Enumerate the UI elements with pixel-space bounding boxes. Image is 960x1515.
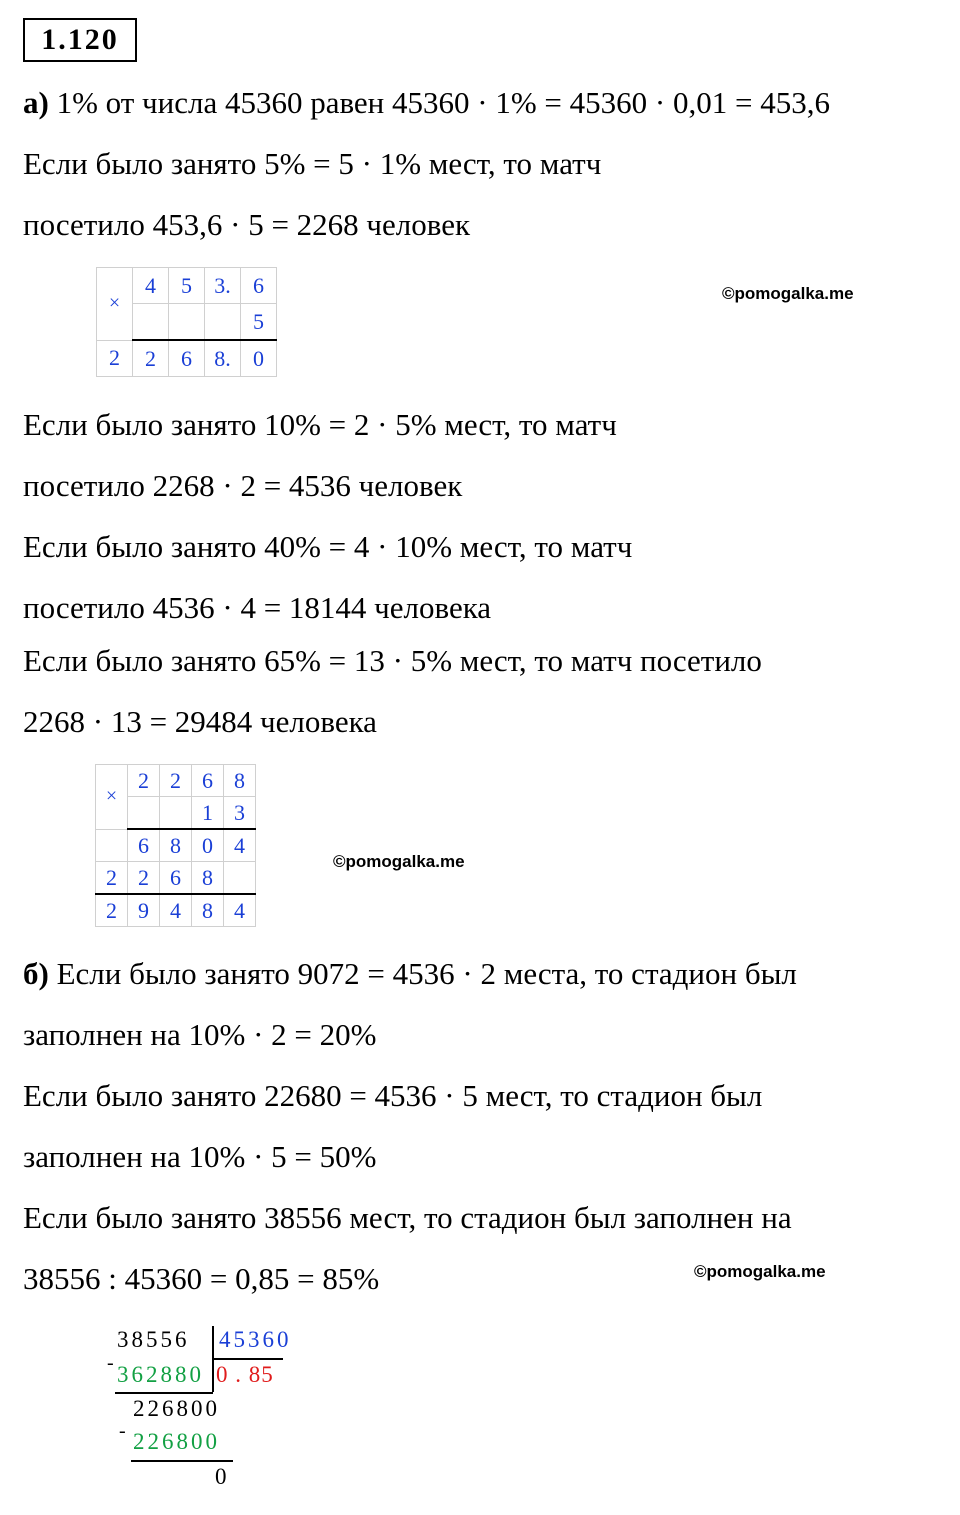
grid-cell: 6 bbox=[241, 268, 277, 304]
grid-cell: 2 bbox=[128, 862, 160, 895]
part-b-text-1: Если было занято 9072 = 4536 · 2 места, то стадион был bbox=[48, 956, 797, 991]
grid-cell bbox=[96, 829, 128, 862]
part-a-label: а) bbox=[23, 85, 49, 120]
grid-cell bbox=[128, 797, 160, 830]
division-rule-1 bbox=[115, 1392, 213, 1394]
divisor-underline bbox=[213, 1358, 283, 1360]
grid-cell: 3. bbox=[205, 268, 241, 304]
minus-sign: - bbox=[107, 1352, 117, 1374]
grid-cell bbox=[224, 862, 256, 895]
grid-cell: 2 bbox=[160, 765, 192, 797]
grid-cell: 4 bbox=[224, 894, 256, 927]
grid-cell: 6 bbox=[169, 340, 205, 377]
part-b-line-5: Если было занято 38556 мест, то стадион был заполнен на bbox=[23, 1200, 792, 1235]
part-a-line-1 bbox=[23, 83, 830, 123]
part-a-line-3: посетило 453,6 · 5 = 2268 человек bbox=[23, 207, 471, 242]
grid-cell: 8. bbox=[205, 340, 241, 377]
part-b-line-6: 38556 : 45360 = 0,85 = 85% bbox=[23, 1261, 380, 1296]
part-b-label: б) bbox=[23, 956, 49, 991]
multiply-sign: × bbox=[97, 268, 133, 341]
part-a-line-8: Если было занято 65% = 13 · 5% мест, то матч посетило bbox=[23, 643, 762, 678]
grid-cell: 6 bbox=[128, 829, 160, 862]
part-a-line-9: 2268 · 13 = 29484 человека bbox=[23, 704, 377, 739]
division-rule-2 bbox=[131, 1460, 233, 1462]
division-divisor: 45360 bbox=[219, 1327, 292, 1352]
grid-cell: 2 bbox=[97, 340, 133, 377]
grid-cell: 8 bbox=[160, 829, 192, 862]
division-result: 0 bbox=[215, 1464, 230, 1489]
watermark: ©pomogalka.me bbox=[333, 852, 465, 871]
grid-cell: 1 bbox=[192, 797, 224, 830]
grid-cell: 4 bbox=[133, 268, 169, 304]
grid-cell: 5 bbox=[169, 268, 205, 304]
division-subtrahend-2: 226800 bbox=[133, 1429, 220, 1454]
part-a-line-5: посетило 2268 · 2 = 4536 человек bbox=[23, 468, 463, 503]
division-remainder-1: 226800 bbox=[133, 1396, 220, 1421]
grid-cell: 6 bbox=[160, 862, 192, 895]
part-b-line-4: заполнен на 10% · 5 = 50% bbox=[23, 1139, 377, 1174]
grid-cell: 4 bbox=[224, 829, 256, 862]
grid-cell: 6 bbox=[192, 765, 224, 797]
grid-cell: 8 bbox=[192, 862, 224, 895]
division-subtrahend-1: 362880 bbox=[117, 1362, 204, 1387]
part-b-line-1 bbox=[23, 954, 797, 994]
problem-number: 1.120 bbox=[23, 18, 137, 62]
grid-cell bbox=[205, 304, 241, 341]
part-b-line-2: заполнен на 10% · 2 = 20% bbox=[23, 1017, 377, 1052]
grid-cell: 9 bbox=[128, 894, 160, 927]
grid-cell: 2 bbox=[128, 765, 160, 797]
watermark: ©pomogalka.me bbox=[722, 284, 854, 303]
multiplication-grid-2 bbox=[95, 764, 256, 927]
part-b-line-3: Если было занято 22680 = 4536 · 5 мест, то стадион был bbox=[23, 1078, 763, 1113]
part-a-line-6: Если было занято 40% = 4 · 10% мест, то матч bbox=[23, 529, 633, 564]
minus-sign: - bbox=[119, 1420, 129, 1442]
multiplication-grid-1 bbox=[96, 267, 277, 377]
division-quotient: 0 . 85 bbox=[216, 1362, 274, 1387]
grid-cell: 3 bbox=[224, 797, 256, 830]
grid-cell: 2 bbox=[96, 862, 128, 895]
part-a-text-1: 1% от числа 45360 равен 45360 · 1% = 45360 · 0,01 = 453,6 bbox=[48, 85, 830, 120]
grid-cell bbox=[133, 304, 169, 341]
grid-cell bbox=[160, 797, 192, 830]
division-dividend: 38556 bbox=[117, 1327, 190, 1352]
grid-cell: 0 bbox=[241, 340, 277, 377]
watermark: ©pomogalka.me bbox=[694, 1262, 826, 1281]
grid-cell: 2 bbox=[133, 340, 169, 377]
grid-cell: 8 bbox=[224, 765, 256, 797]
part-a-line-7: посетило 4536 · 4 = 18144 человека bbox=[23, 590, 492, 625]
grid-cell: 4 bbox=[160, 894, 192, 927]
part-a-line-2: Если было занято 5% = 5 · 1% мест, то матч bbox=[23, 146, 602, 181]
multiply-sign: × bbox=[96, 765, 128, 830]
part-a-line-4: Если было занято 10% = 2 · 5% мест, то матч bbox=[23, 407, 617, 442]
grid-cell: 0 bbox=[192, 829, 224, 862]
grid-cell: 5 bbox=[241, 304, 277, 341]
grid-cell: 2 bbox=[96, 894, 128, 927]
grid-cell: 8 bbox=[192, 894, 224, 927]
grid-cell bbox=[169, 304, 205, 341]
